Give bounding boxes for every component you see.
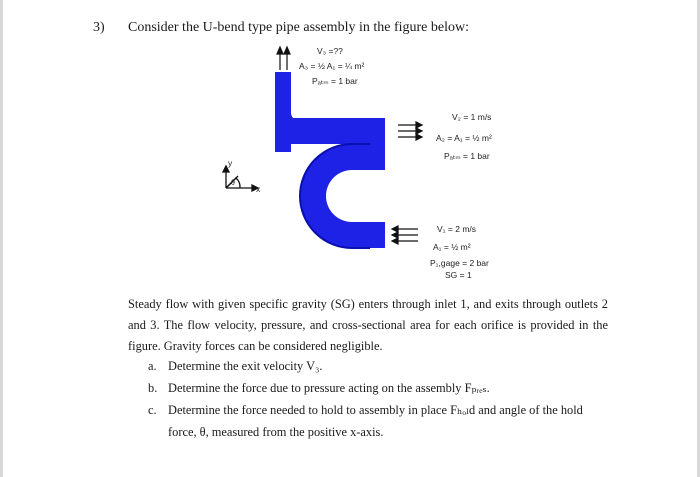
inlet1-arrows <box>392 226 418 244</box>
p2-label: Pₐₜₘ = 1 bar <box>444 151 490 161</box>
item-text: Determine the force needed to hold to assembly in place Fₕₒₗd and angle of the hold <box>168 403 583 417</box>
a3-label: A₃ = ½ A₁ = ¼ m² <box>299 61 365 71</box>
outlet2-pipe <box>275 118 385 144</box>
v3-label: V₃ =?? <box>317 46 343 56</box>
x-axis-label: x <box>256 184 261 194</box>
item-marker: a. <box>148 359 157 373</box>
sg-label: SG = 1 <box>445 270 472 280</box>
question-prompt: Consider the U-bend type pipe assembly in the figure below: <box>128 20 469 35</box>
outlet3-arrows <box>277 47 290 70</box>
theta-label: θ <box>231 180 235 187</box>
a2-label: A₂ = A₁ = ½ m² <box>436 133 492 143</box>
u-bend-pipe <box>300 144 385 248</box>
item-text: Determine the exit velocity V₃. <box>168 359 323 373</box>
problem-description: Steady flow with given specific gravity (SG) enters through inlet 1, and exits through outlets 2 and 3. The flow velocity, pressure, and cross-sectional area for each orifice is provided in the figure. Gravity forces can be considered negligible. <box>128 297 608 353</box>
axes <box>223 166 258 191</box>
item-text: Determine the force due to pressure acting on the assembly Fₚᵣₑₛ. <box>168 381 490 395</box>
p3-label: Pₐₜₘ = 1 bar <box>312 76 358 86</box>
item-text: force, θ, measured from the positive x-axis. <box>168 425 384 439</box>
question-number: 3) <box>93 20 105 35</box>
a1-label: A₁ = ½ m² <box>433 242 471 252</box>
outlet2-arrows <box>398 122 422 140</box>
v1-label: V₁ = 2 m/s <box>437 224 477 234</box>
v2-label: V₂ = 1 m/s <box>452 112 492 122</box>
y-axis-label: y <box>228 158 233 168</box>
item-marker: b. <box>148 381 158 395</box>
item-marker: c. <box>148 403 157 417</box>
p1-label: P₁,gage = 2 bar <box>430 258 489 268</box>
